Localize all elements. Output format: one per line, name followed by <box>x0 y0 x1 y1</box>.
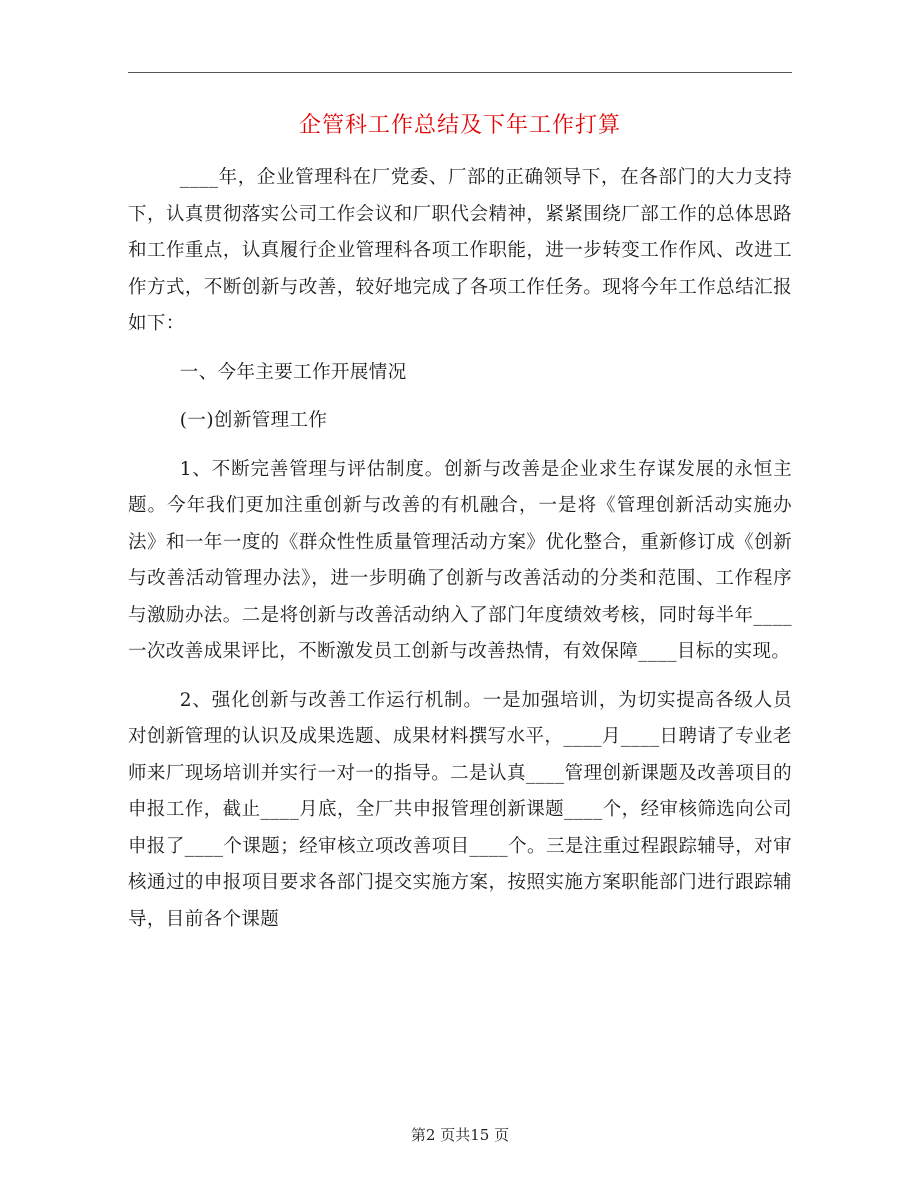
intro-paragraph: ____年，企业管理科在厂党委、厂部的正确领导下，在各部门的大力支持下，认真贯彻落实公司工作会议和厂职代会精神，紧紧围绕厂部工作的总体思路和工作重点，认真履行企业管理科各项工作职能，进一步转变工作作风、改进工作方式，不断创新与改善，较好地完成了各项工作任务。现将今年工作总结汇报如下： <box>128 167 792 334</box>
section-heading: 一、今年主要工作开展情况 <box>179 361 407 383</box>
header-rule <box>128 72 792 73</box>
item-paragraph-2: 2、强化创新与改善工作运行机制。一是加强培训，为切实提高各级人员对创新管理的认识及成果选题、成果材料撰写水平，____月____日聘请了专业老师来厂现场培训并实行一对一的指导。二是认真____管理创新课题及改善项目的申报工作，截止____月底，全厂共申报管理创新课题____个，经审核筛选向公司申报了____个课题；经审核立项改善项目____个。三是注重过程跟踪辅导，对审核通过的申报项目要求各部门提交实施方案，按照实施方案职能部门进行跟踪辅导，目前各个课题 <box>128 689 792 930</box>
page-number: 第2 页共15 页 <box>410 1126 510 1144</box>
document-title: 企管科工作总结及下年工作打算 <box>298 113 621 138</box>
item-paragraph-1: 1、不断完善管理与评估制度。创新与改善是企业求生存谋发展的永恒主题。今年我们更加注重创新与改善的有机融合，一是将《管理创新活动实施办法》和一年一度的《群众性性质量管理活动方案》优化整合，重新修订成《创新与改善活动管理办法》，进一步明确了创新与改善活动的分类和范围、工作程序与激励办法。二是将创新与改善活动纳入了部门年度绩效考核，同时每半年____一次改善成果评比，不断激发员工创新与改善热情，有效保障____目标的实现。 <box>128 458 792 662</box>
document-body <box>128 160 792 938</box>
subsection-heading: (一)创新管理工作 <box>179 410 328 431</box>
